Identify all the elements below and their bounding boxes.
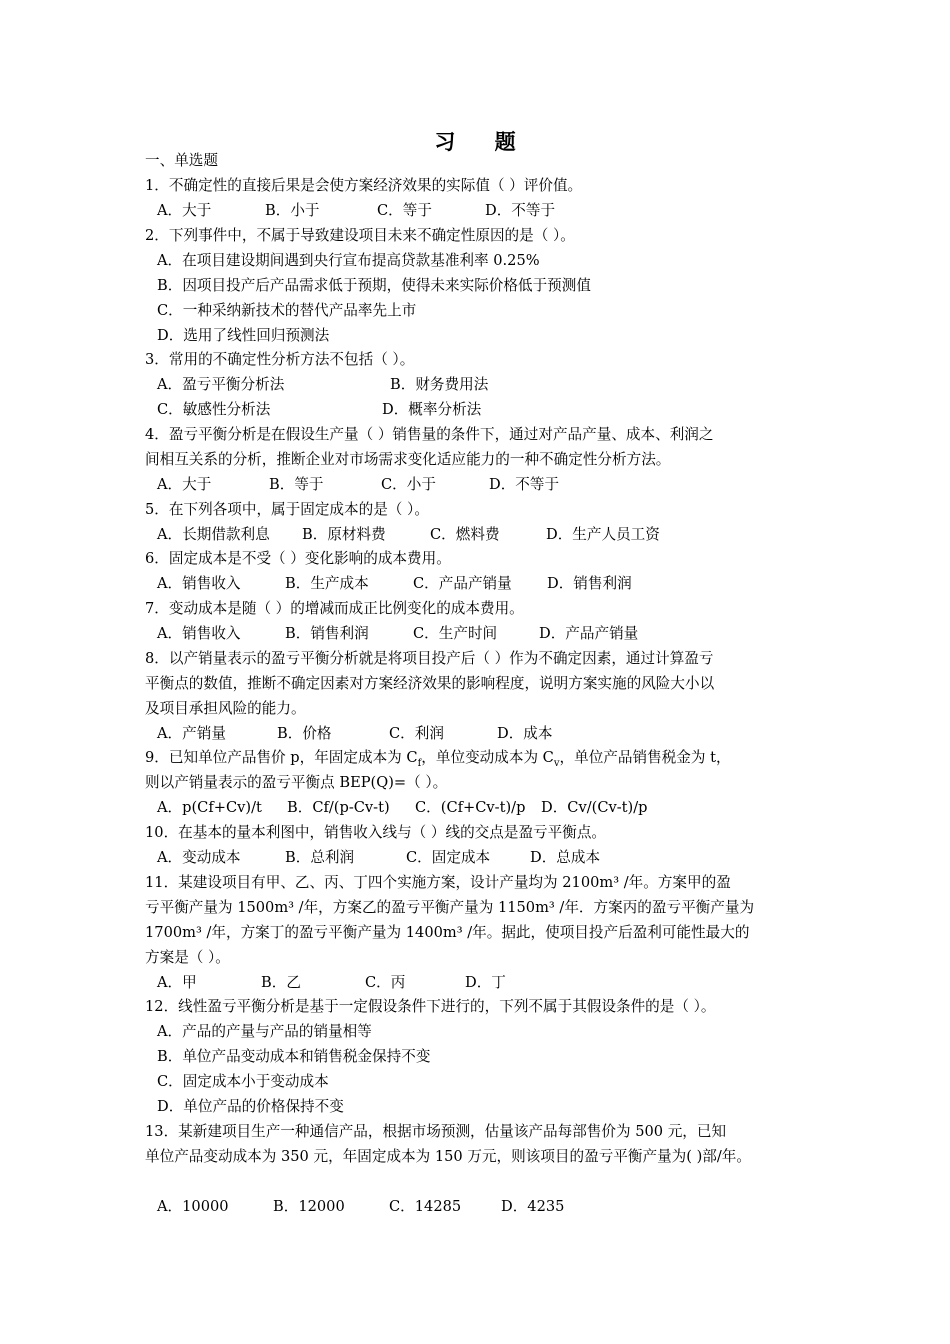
q8-option-b: B．价格 — [277, 725, 332, 742]
q3-option-b: B．财务费用法 — [390, 376, 489, 393]
q13-option-c: C．14285 — [389, 1198, 462, 1215]
question-1-options — [157, 202, 555, 220]
question-4-stem-line2: 间相互关系的分析，推断企业对市场需求变化适应能力的一种不确定性分析方法。 — [145, 451, 671, 468]
question-1-stem: 1．不确定性的直接后果是会使方案经济效果的实际值（ ）评价值。 — [145, 177, 583, 194]
question-5-stem: 5．在下列各项中，属于固定成本的是（ ）。 — [145, 501, 429, 518]
q1-option-b: B．小于 — [265, 202, 320, 219]
question-7-options — [157, 625, 638, 643]
question-9-stem-line2: 则以产销量表示的盈亏平衡点 BEP(Q)=（ ）。 — [145, 774, 448, 791]
question-9-options — [157, 799, 647, 817]
q8-option-a: A．产销量 — [157, 725, 226, 742]
question-8-options — [157, 725, 552, 743]
question-13-options — [157, 1198, 564, 1216]
question-11-options — [157, 974, 506, 992]
question-12-stem: 12．线性盈亏平衡分析是基于一定假设条件下进行的，下列不属于其假设条件的是（ ）。 — [145, 998, 716, 1015]
question-11-stem-line4: 方案是（ ）。 — [145, 949, 230, 966]
q5-option-b: B．原材料费 — [302, 526, 386, 543]
q8-option-c: C．利润 — [389, 725, 444, 742]
q5-option-a: A．长期借款利息 — [157, 526, 270, 543]
q3-option-a: A．盈亏平衡分析法 — [157, 376, 285, 393]
q10-option-a: A．变动成本 — [157, 849, 241, 866]
question-3-options-row2 — [157, 401, 481, 419]
question-11-stem-line3: 1700m³ /年，方案丁的盈亏平衡产量为 1400m³ /年。据此，使项目投产后盈利可能性最大的 — [145, 924, 750, 941]
question-11-stem-line1: 11．某建设项目有甲、乙、丙、丁四个实施方案，设计产量均为 2100m³ /年。方案甲的盈 — [145, 874, 731, 891]
q7-option-b: B．销售利润 — [285, 625, 369, 642]
q9-option-b: B．Cf/(p-Cv-t) — [287, 799, 390, 816]
q10-option-c: C．固定成本 — [406, 849, 491, 866]
q5-option-d: D．生产人员工资 — [546, 526, 660, 543]
question-7-stem: 7．变动成本是随（ ）的增减而成正比例变化的成本费用。 — [145, 600, 524, 617]
q2-option-b: B．因项目投产后产品需求低于预期，使得未来实际价格低于预测值 — [157, 277, 591, 294]
question-9-stem-line1: 9．已知单位产品售价 p，年固定成本为 $C_f$，单位变动成本为 $C_v$，单位产品销售税金为 t， — [145, 749, 731, 769]
q13-option-a: A．10000 — [157, 1198, 229, 1215]
q2-option-a: A．在项目建设期间遇到央行宣布提高贷款基准利率 0.25% — [157, 252, 540, 269]
q7-option-c: C．生产时间 — [413, 625, 498, 642]
q9-option-d: D．Cv/(Cv-t)/p — [541, 799, 648, 816]
q9-option-a: A．p(Cf+Cv)/t — [157, 799, 262, 816]
question-8-stem-line1: 8．以产销量表示的盈亏平衡分析就是将项目投产后（ ）作为不确定因素，通过计算盈亏 — [145, 650, 714, 667]
q4-option-a: A．大于 — [157, 476, 212, 493]
q10-option-d: D．总成本 — [530, 849, 601, 866]
q6-option-a: A．销售收入 — [157, 575, 241, 592]
question-6-stem: 6．固定成本是不受（ ）变化影响的成本费用。 — [145, 550, 451, 567]
q4-option-d: D．不等于 — [489, 476, 560, 493]
question-8-stem-line3: 及项目承担风险的能力。 — [145, 700, 306, 717]
section-heading: 一、单选题 — [145, 152, 218, 169]
q6-option-b: B．生产成本 — [285, 575, 369, 592]
q5-option-c: C．燃料费 — [430, 526, 500, 543]
q8-option-d: D．成本 — [497, 725, 553, 742]
q7-option-a: A．销售收入 — [157, 625, 241, 642]
q12-option-c: C．固定成本小于变动成本 — [157, 1073, 329, 1090]
question-3-stem: 3．常用的不确定性分析方法不包括（ ）。 — [145, 351, 415, 368]
q10-option-b: B．总利润 — [285, 849, 355, 866]
q1-option-a: A．大于 — [157, 202, 212, 219]
q1-option-d: D．不等于 — [485, 202, 556, 219]
q7-option-d: D．产品产销量 — [539, 625, 639, 642]
question-5-options — [157, 526, 660, 544]
q11-option-c: C．丙 — [365, 974, 406, 991]
q3-option-c: C．敏感性分析法 — [157, 401, 271, 418]
q11-option-b: B．乙 — [261, 974, 301, 991]
q11-option-d: D．丁 — [465, 974, 506, 991]
question-10-stem: 10．在基本的量本利图中，销售收入线与（ ）线的交点是盈亏平衡点。 — [145, 824, 607, 841]
question-13-stem-line2: 单位产品变动成本为 350 元，年固定成本为 150 万元，则该项目的盈亏平衡产量为( )部/年。 — [145, 1148, 751, 1165]
q2-option-c: C．一种采纳新技术的替代产品率先上市 — [157, 302, 417, 319]
q1-option-c: C．等于 — [377, 202, 432, 219]
q6-option-c: C．产品产销量 — [413, 575, 512, 592]
q6-option-d: D．销售利润 — [547, 575, 632, 592]
q13-option-d: D．4235 — [501, 1198, 565, 1215]
q11-option-a: A．甲 — [157, 974, 197, 991]
question-3-options-row1 — [157, 376, 488, 394]
question-4-options — [157, 476, 559, 494]
q4-option-b: B．等于 — [269, 476, 324, 493]
page-title: 习 题 — [434, 129, 532, 154]
question-2-stem: 2．下列事件中，不属于导致建设项目未来不确定性原因的是（ ）。 — [145, 227, 575, 244]
q2-option-d: D．选用了线性回归预测法 — [157, 327, 330, 344]
question-8-stem-line2: 平衡点的数值，推断不确定因素对方案经济效果的影响程度，说明方案实施的风险大小以 — [145, 675, 715, 692]
question-4-stem-line1: 4．盈亏平衡分析是在假设生产量（ ）销售量的条件下，通过对产品产量、成本、利润之 — [145, 426, 714, 443]
q9-option-c: C．(Cf+Cv-t)/p — [415, 799, 526, 816]
question-11-stem-line2: 亏平衡产量为 1500m³ /年，方案乙的盈亏平衡产量为 1150m³ /年．方案丙的盈亏平衡产量为 — [145, 899, 755, 916]
q12-option-d: D．单位产品的价格保持不变 — [157, 1098, 344, 1115]
q3-option-d: D．概率分析法 — [382, 401, 482, 418]
question-6-options — [157, 575, 632, 593]
question-10-options — [157, 849, 600, 867]
q13-option-b: B．12000 — [273, 1198, 345, 1215]
q12-option-a: A．产品的产量与产品的销量相等 — [157, 1023, 372, 1040]
q4-option-c: C．小于 — [381, 476, 436, 493]
question-13-stem-line1: 13．某新建项目生产一种通信产品，根据市场预测，估量该产品每部售价为 500 元，已知 — [145, 1123, 727, 1140]
q12-option-b: B．单位产品变动成本和销售税金保持不变 — [157, 1048, 431, 1065]
